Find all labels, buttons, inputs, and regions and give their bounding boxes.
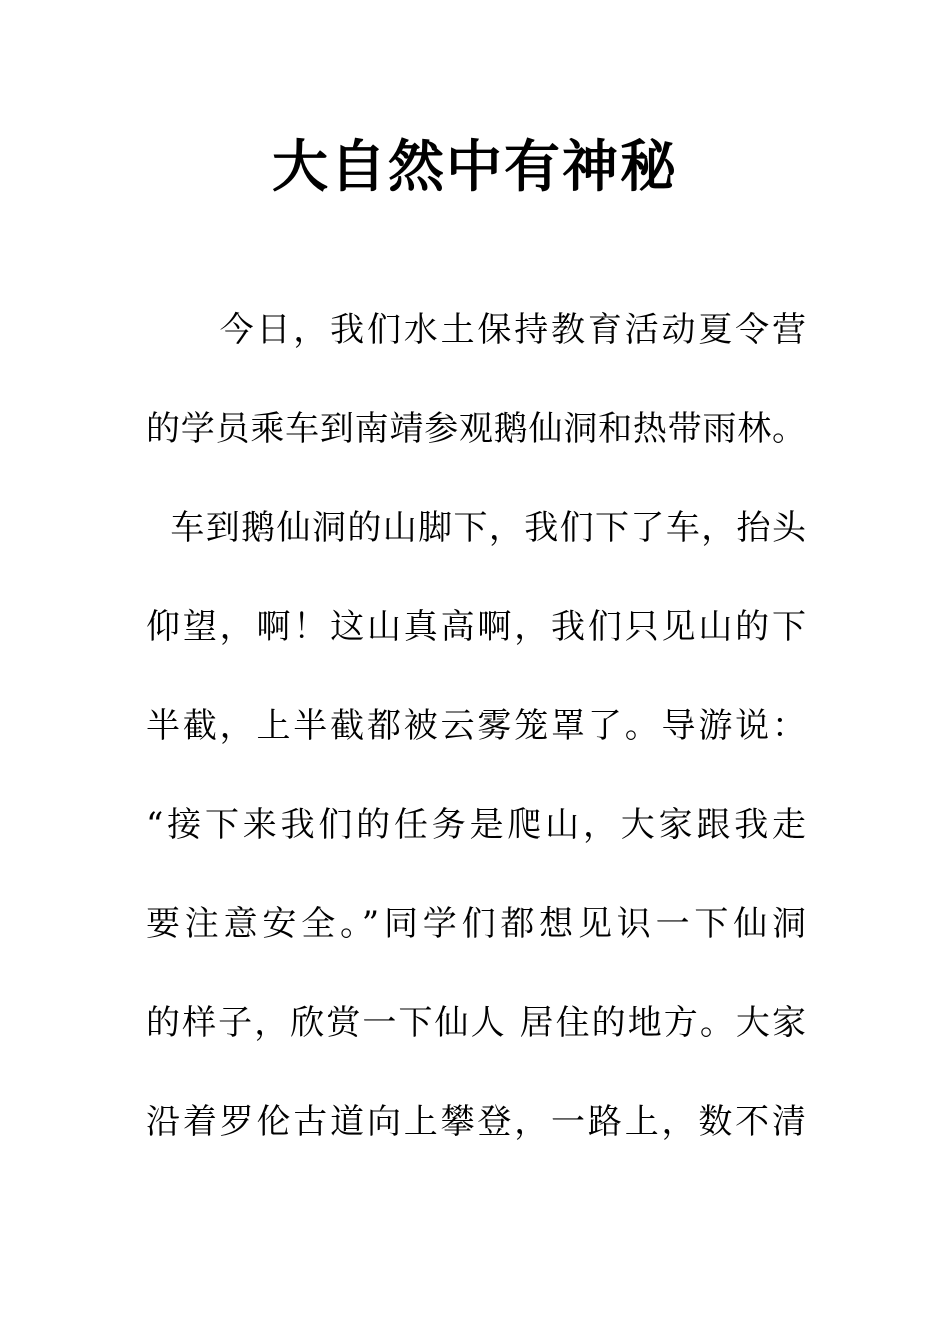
text-line: 要注意安全。”同学们都想见识一下仙洞 <box>146 904 806 944</box>
text-line: 的样子，欣赏一下仙人 居住的地方。大家 <box>146 1003 806 1043</box>
text-line: 的学员乘车到南靖参观鹅仙洞和热带雨林。 <box>146 409 806 449</box>
text-line: 车到鹅仙洞的山脚下，我们下了车，抬头 <box>146 508 806 548</box>
text-line: 沿着罗伦古道向上攀登，一路上，数不清 <box>146 1102 806 1142</box>
text-line: 半截，上半截都被云雾笼罩了。导游说： <box>146 706 806 746</box>
text-line: 今日，我们水土保持教育活动夏令营 <box>146 310 806 350</box>
document-title: 大自然中有神秘 <box>272 135 678 200</box>
text-line: “接下来我们的任务是爬山，大家跟我走 <box>146 805 806 845</box>
document-body <box>146 300 806 1191</box>
text-line: 仰望，啊！这山真高啊，我们只见山的下 <box>146 607 806 647</box>
